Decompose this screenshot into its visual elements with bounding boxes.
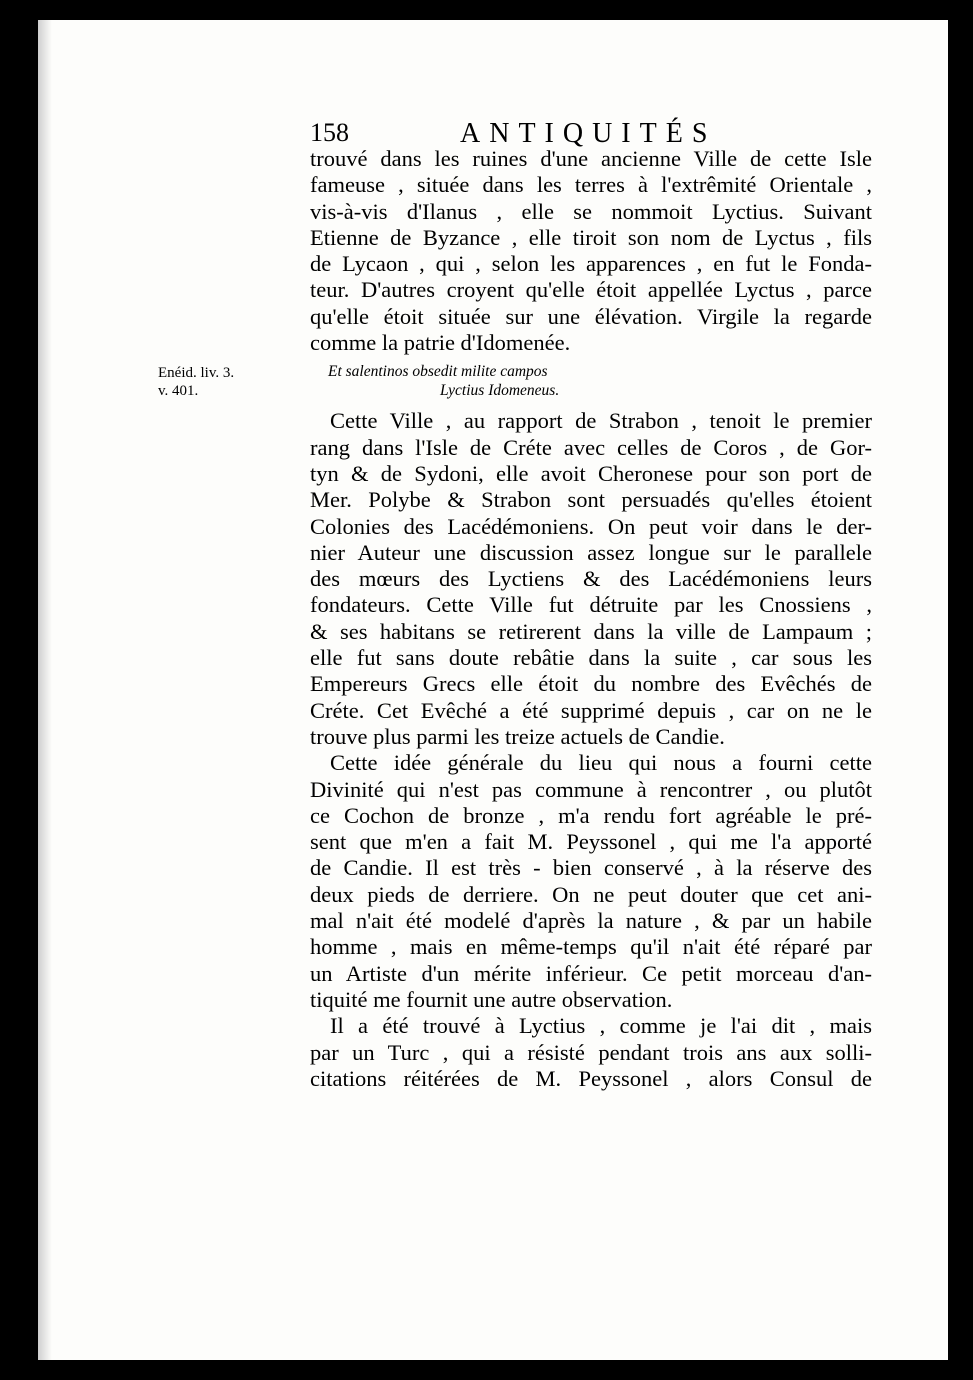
text-line: Etienne de Byzance , elle tiroit son nom de Lyctus , fils xyxy=(310,224,872,250)
text-line: fondateurs. Cette Ville fut détruite par les Cnossiens , xyxy=(310,592,872,618)
paragraph-3 xyxy=(310,750,872,1013)
text-line: sent que m'en a fait M. Peyssonel , qui me l'a apporté xyxy=(310,829,872,855)
text-line: de Candie. Il est très - bien conservé , à la réserve des xyxy=(310,855,872,881)
page-number: 158 xyxy=(310,118,349,147)
text-line: Mer. Polybe & Strabon sont persuadés qu'elles étoient xyxy=(310,487,872,513)
margin-note xyxy=(158,364,298,400)
text-line: vis-à-vis d'Ilanus , elle se nommoit Lyctius. Suivant xyxy=(310,198,872,224)
text-line: ce Cochon de bronze , m'a rendu fort agréable le pré- xyxy=(310,802,872,828)
text-line: trouvé dans les ruines d'une ancienne Ville de cette Isle xyxy=(310,146,872,171)
text-line: comme la patrie d'Idomenée. xyxy=(310,330,571,356)
text-line: des mœurs des Lyctiens & des Lacédémoniens leurs xyxy=(310,566,872,592)
text-line: mal n'ait été modelé d'après la nature , & par un habile xyxy=(310,908,872,934)
page-edge-shadow xyxy=(38,20,52,1360)
text-line: fameuse , située dans les terres à l'extrêmité Orientale , xyxy=(310,172,872,198)
text-line: Créte. Cet Evêché a été supprimé depuis , car on ne le xyxy=(310,697,872,723)
quote-line: Et salentinos obsedit milite campos xyxy=(328,363,548,381)
text-line: Cette idée générale du lieu qui nous a fourni cette xyxy=(330,750,872,776)
text-line: tiquité me fournit une autre observation. xyxy=(310,986,673,1012)
paragraph-2 xyxy=(310,408,872,750)
quote-line: Lyctius Idomeneus. xyxy=(440,382,560,400)
running-title: ANTIQUITÉS xyxy=(460,118,717,149)
latin-quote xyxy=(310,362,872,400)
text-line: citations réitérées de M. Peyssonel , alors Consul de xyxy=(310,1065,872,1091)
text-line: elle fut sans doute rebâtie dans la suite , car sous les xyxy=(310,645,872,671)
text-line: Cette Ville , au rapport de Strabon , tenoit le premier xyxy=(330,408,872,434)
text-line: trouve plus parmi les treize actuels de Candie. xyxy=(310,723,725,749)
text-line: homme , mais en même-temps qu'il n'ait été réparé par xyxy=(310,934,872,960)
paragraph-4 xyxy=(310,1013,872,1092)
text-line: qu'elle étoit située sur une élévation. Virgile la regarde xyxy=(310,303,872,329)
text-line: Colonies des Lacédémoniens. On peut voir dans le der- xyxy=(310,513,872,539)
text-line: par un Turc , qui a résisté pendant trois ans aux solli- xyxy=(310,1039,872,1065)
text-line: teur. D'autres croyent qu'elle étoit appellée Lyctus , parce xyxy=(310,277,872,303)
page-body xyxy=(310,146,872,1092)
text-line: Il a été trouvé à Lyctius , comme je l'ai dit , mais xyxy=(330,1013,872,1039)
book-page xyxy=(38,20,948,1360)
text-line: de Lycaon , qui , selon les apparences , en fut le Fonda- xyxy=(310,251,872,277)
text-line: un Artiste d'un mérite inférieur. Ce petit morceau d'an- xyxy=(310,960,872,986)
margin-note-line: v. 401. xyxy=(158,383,199,399)
text-line: tyn & de Sydoni, elle avoit Cheronese pour son port de xyxy=(310,460,872,486)
paragraph-1 xyxy=(310,146,872,356)
margin-note-line: Enéid. liv. 3. xyxy=(158,365,235,381)
text-line: & ses habitans se retirerent dans la ville de Lampaum ; xyxy=(310,618,872,644)
text-line: nier Auteur une discussion assez longue sur le parallele xyxy=(310,539,872,565)
text-line: deux pieds de derriere. On ne peut douter que cet ani- xyxy=(310,881,872,907)
text-line: Empereurs Grecs elle étoit du nombre des Evêchés de xyxy=(310,671,872,697)
text-line: Divinité qui n'est pas commune à rencontrer , ou plutôt xyxy=(310,776,872,802)
text-line: rang dans l'Isle de Créte avec celles de Coros , de Gor- xyxy=(310,434,872,460)
